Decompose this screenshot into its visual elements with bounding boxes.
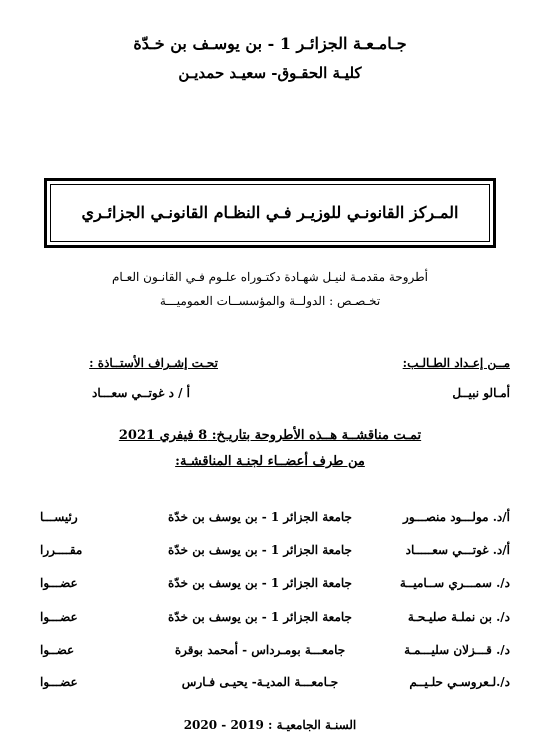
member-institution: جـامعـــة المديـة- يحيـى فـارس xyxy=(181,675,339,689)
member-name: أ/د. غوتـــي سعـــــاد xyxy=(405,543,510,557)
specialization: تخـصـص : الدولــة والمؤسســات العموميـــة xyxy=(159,294,381,308)
member-institution: جامعة الجزائر 1 - بن يوسف بن خدّة xyxy=(168,576,352,590)
member-name: د/. قـــزلان سليـــمـة xyxy=(404,643,510,657)
member-name: د/. بن نملـة صليـحـة xyxy=(407,610,510,624)
member-role: عضـــوا xyxy=(40,576,78,590)
member-role: عضـــوا xyxy=(40,610,78,624)
student-name: أمـالو نبيــل xyxy=(452,386,510,400)
faculty-name: كليـة الحقـوق- سعيـد حمديـن xyxy=(178,64,362,82)
academic-year: السنـة الجامعيـة : 2019 - 2020 xyxy=(183,718,357,732)
committee-heading: من طرف أعضــاء لجنـة المناقشـة: xyxy=(175,454,365,469)
supervisor-name: أ / د غوتــي سعـــاد xyxy=(91,386,190,400)
university-name: جـامـعـة الجزائـر 1 - بن يوسـف بن خـدّة xyxy=(133,34,407,53)
member-role: عضـــوا xyxy=(40,675,78,689)
prepared-by-label: مــن إعـداد الطـالـب: xyxy=(402,356,510,370)
defense-date: تمـت مناقشــة هــذه الأطروحة بتاريـخ: 8 فيفري 2021 xyxy=(118,428,422,443)
member-role: مقــــررا xyxy=(40,543,83,557)
member-institution: جامعـــة بومـرداس - أمحمد بوقرة xyxy=(174,643,346,657)
thesis-title-box xyxy=(44,178,496,248)
member-institution: جامعة الجزائر 1 - بن يوسف بن خدّة xyxy=(168,610,352,624)
thesis-subtitle: أطروحة مقدمـة لنيـل شهـادة دكتـوراه علـوم فـي القانـون العـام xyxy=(111,270,429,284)
member-name: أ/د. مولـــود منصـــور xyxy=(403,510,510,524)
supervised-by-label: تحـت إشـراف الأستــاذة : xyxy=(89,356,218,370)
thesis-title: المـركز القانونـي للوزيـر فـي النظـام القانونـي الجزائـري xyxy=(81,203,459,222)
member-role: عضــوا xyxy=(40,643,75,657)
member-name: د/.لـعروسـي حلـيــم xyxy=(409,675,510,689)
member-institution: جامعة الجزائر 1 - بن يوسف بن خدّة xyxy=(168,510,352,524)
member-role: رئيســـا xyxy=(40,510,78,524)
member-name: د/. سمـــري ســاميــة xyxy=(399,576,510,590)
member-institution: جامعة الجزائر 1 - بن يوسف بن خدّة xyxy=(168,543,352,557)
